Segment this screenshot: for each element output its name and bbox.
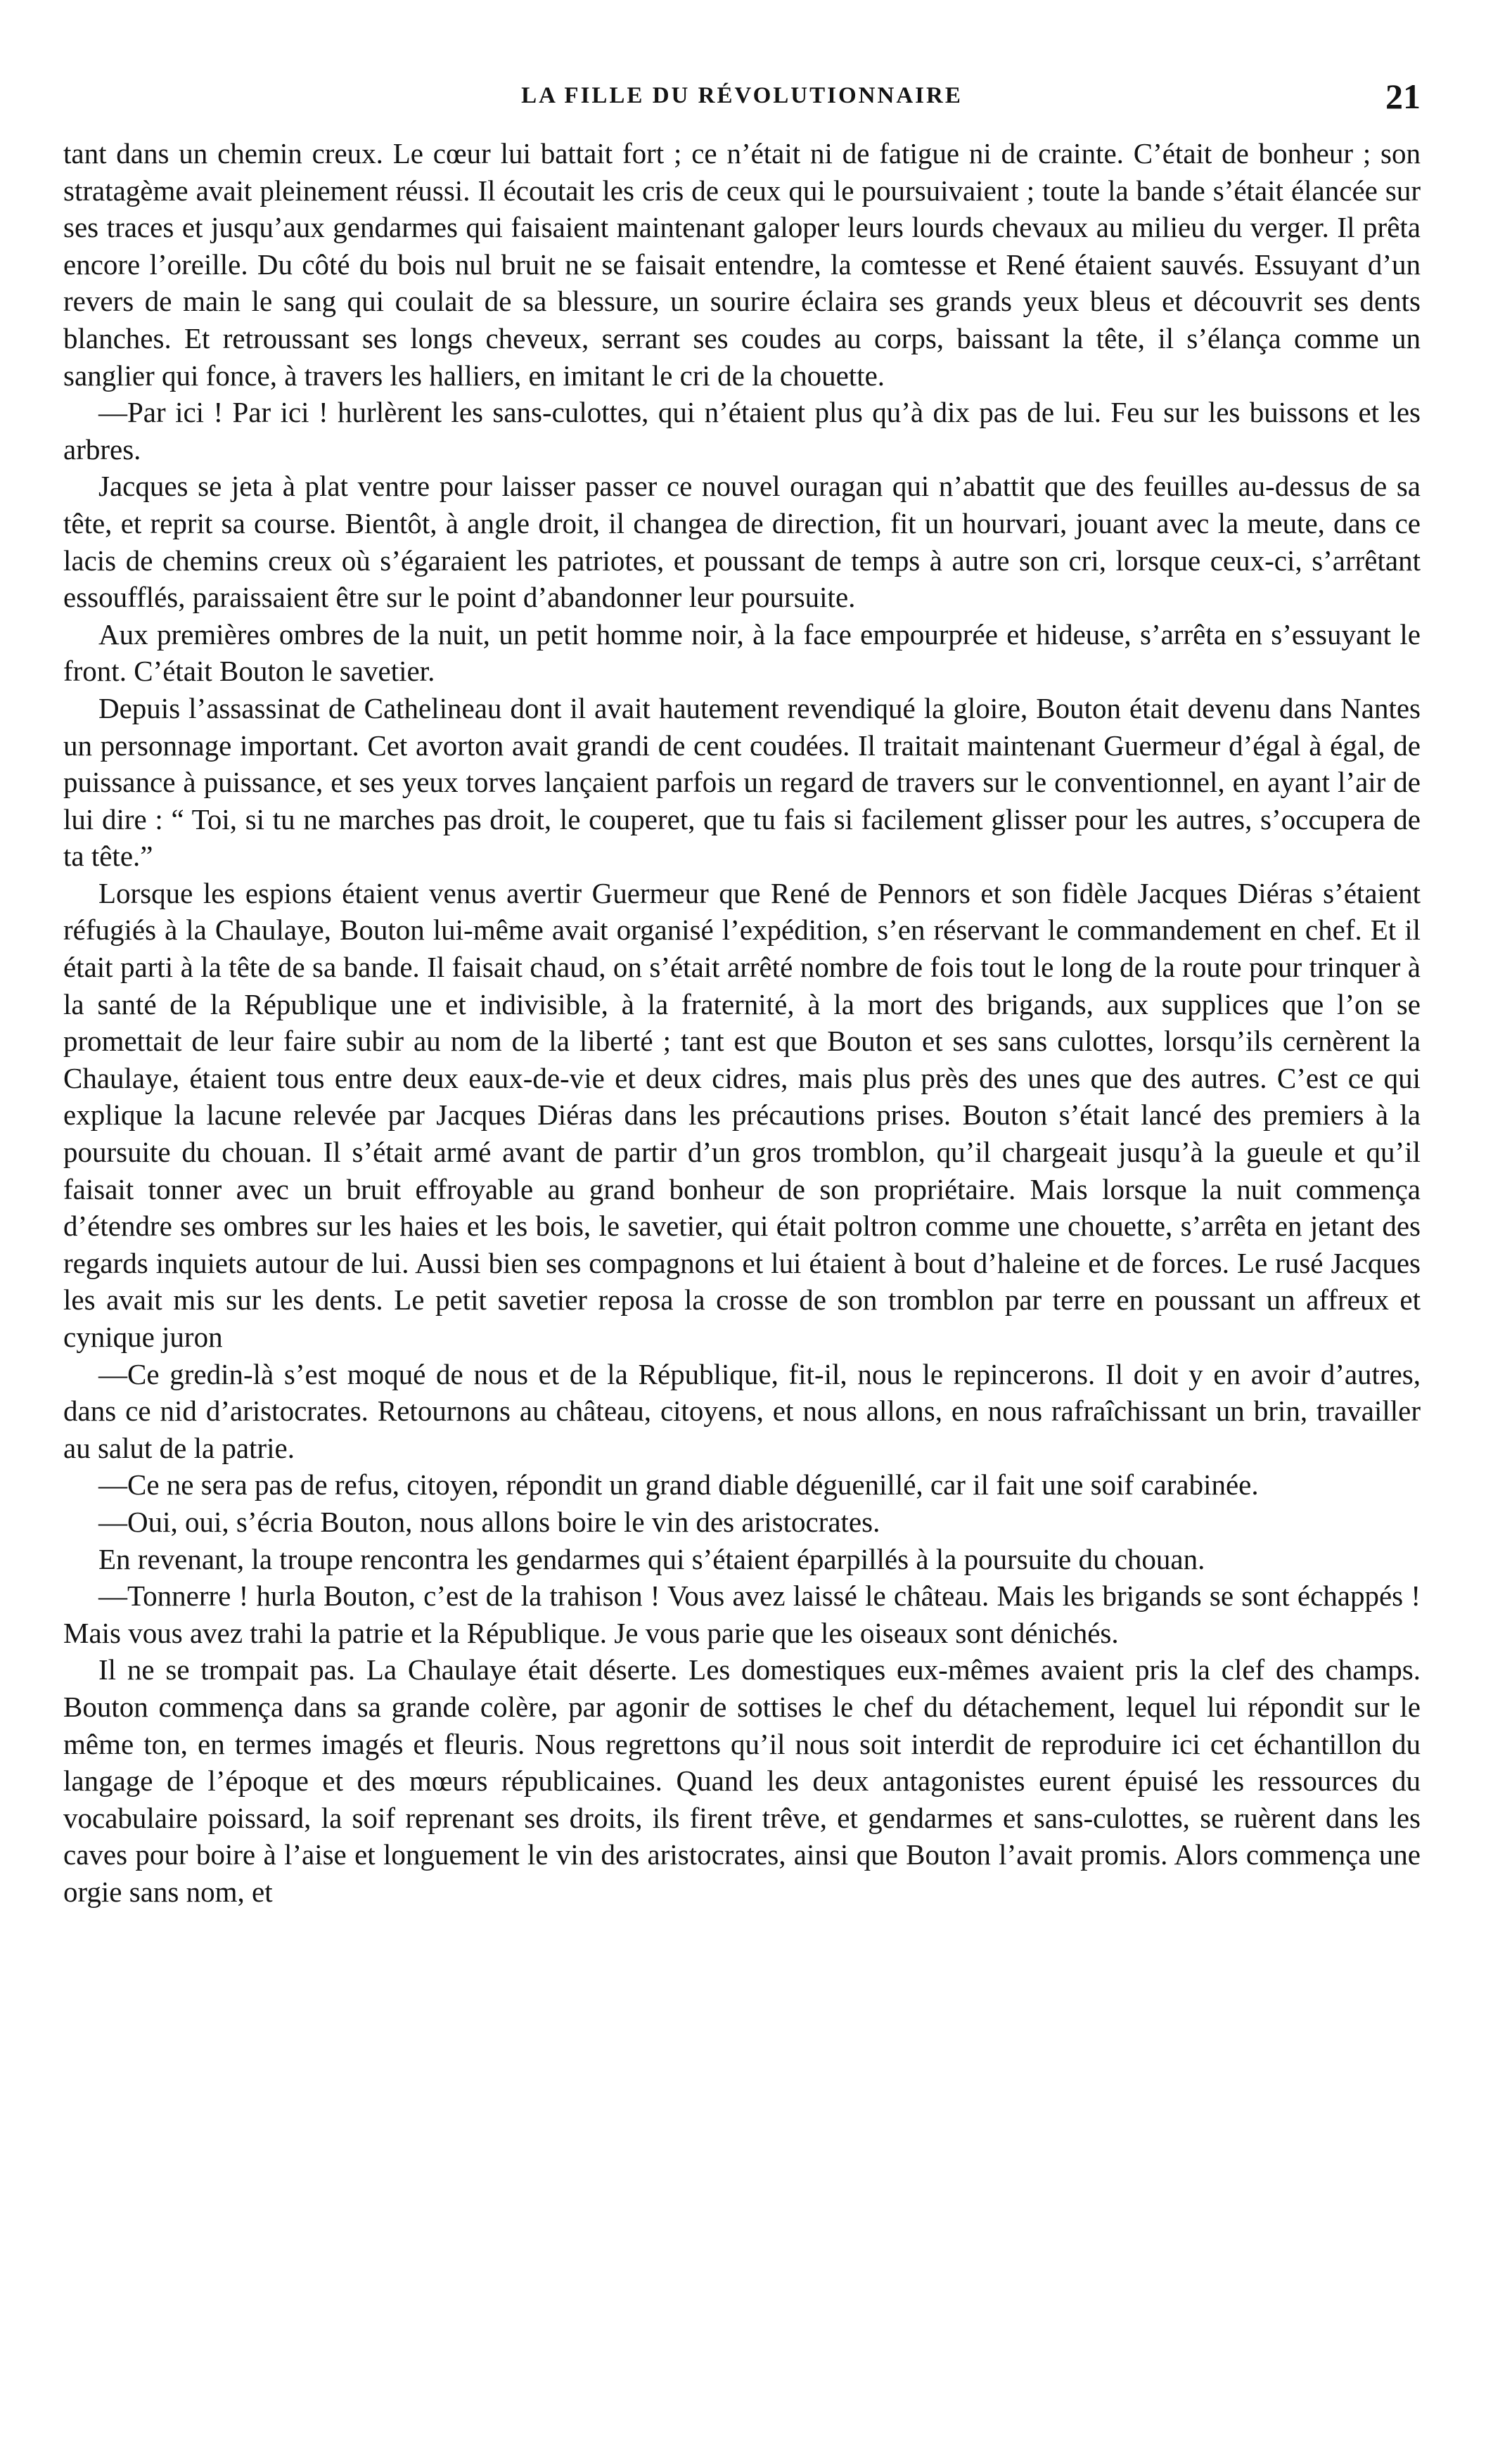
running-head [63,56,1421,120]
paragraph: —Ce ne sera pas de refus, citoyen, répondit un grand diable déguenillé, car il fait une soif carabinée. [98,1468,1259,1501]
paragraph: —Ce gredin-là s’est moqué de nous et de la République, fit-il, nous le repincerons. Il doit y en avoir d’autres, dans ce nid d’aristocrates. Retournons au château, citoyens, et nous allons, en nous rafraîchissant un brin, travailler au salut de la patrie. [63,1357,1421,1464]
paragraph: —Oui, oui, s’écria Bouton, nous allons boire le vin des aristocrates. [98,1505,880,1538]
paragraph: —Tonnerre ! hurla Bouton, c’est de la trahison ! Vous avez laissé le château. Mais les brigands se sont échappés ! Mais vous avez trahi la patrie et la République. Je vous parie que les oiseaux sont dénichés. [63,1580,1421,1649]
paragraph: Il ne se trompait pas. La Chaulaye était déserte. Les domestiques eux-mêmes avaient pris la clef des champs. Bouton commença dans sa grande colère, par agonir de sottises le chef du détachement, lequel lui répondit sur le même ton, en termes imagés et fleuris. Nous regrettons qu’il nous soit interdit de reproduire ici cet échantillon du langage de l’époque et des mœurs républicaines. Quand les deux antagonistes eurent épuisé les ressources du vocabulaire poissard, la soif reprenant ses droits, ils firent trêve, et gendarmes et sans-culottes, se ruèrent dans les caves pour boire à l’aise et longuement le vin des aristocrates, ainsi que Bouton l’avait promis. Alors commença une orgie sans nom, et [63,1653,1421,1908]
paragraph: tant dans un chemin creux. Le cœur lui battait fort ; ce n’était ni de fatigue ni de crainte. C’était de bonheur ; son stratagème avait pleinement réussi. Il écoutait les cris de ceux qui le poursuivaient ; toute la bande s’était élancée sur ses traces et jusqu’aux gendarmes qui faisaient maintenant galoper leurs lourds chevaux au milieu du verger. Il prêta encore l’oreille. Du côté du bois nul bruit ne se faisait entendre, la comtesse et René étaient sauvés. Essuyant d’un revers de main le sang qui coulait de sa blessure, un sourire éclaira ses grands yeux bleus et découvrit ses dents blanches. Et retroussant ses longs cheveux, serrant ses coudes au corps, baissant la tête, il s’élança comme un sanglier qui fonce, à travers les halliers, en imitant le cri de la chouette. [63,137,1421,392]
body-text [63,135,1421,1911]
running-title: LA FILLE DU RÉVOLUTIONNAIRE [521,83,963,108]
page-number: 21 [1385,77,1421,116]
paragraph: —Par ici ! Par ici ! hurlèrent les sans-culottes, qui n’étaient plus qu’à dix pas de lui. Feu sur les buissons et les arbres. [63,396,1421,466]
paragraph: Depuis l’assassinat de Cathelineau dont il avait hautement revendiqué la gloire, Bouton était devenu dans Nantes un personnage important. Cet avorton avait grandi de cent coudées. Il traitait maintenant Guermeur d’égal à égal, de puissance à puissance, et ses yeux torves lançaient parfois un regard de travers sur le conventionnel, en ayant l’air de lui dire : “ Toi, si tu ne marches pas droit, le couperet, que tu fais si facilement glisser pour les autres, s’occupera de ta tête.” [63,691,1421,873]
paragraph: Lorsque les espions étaient venus avertir Guermeur que René de Pennors et son fidèle Jacques Diéras s’étaient réfugiés à la Chaulaye, Bouton lui-même avait organisé l’expédition, s’en réservant le commandement en chef. Et il était parti à la tête de sa bande. Il faisait chaud, on s’était arrêté nombre de fois tout le long de la route pour trinquer à la santé de la République une et indivisible, à la fraternité, à la mort des brigands, aux supplices que l’on se promettait de leur faire subir au nom de la liberté ; tant est que Bouton et ses sans culottes, lorsqu’ils cernèrent la Chaulaye, étaient tous entre deux eaux-de-vie et deux cidres, mais plus près des unes que des autres. C’est ce qui explique la lacune relevée par Jacques Diéras dans les précautions prises. Bouton s’était lancé des premiers à la poursuite du chouan. Il s’était armé avant de partir d’un gros tromblon, qu’il chargeait jusqu’à la gueule et qu’il faisait tonner avec un bruit effroyable au grand bonheur de son propriétaire. Mais lorsque la nuit commença d’étendre ses ombres sur les haies et les bois, le savetier, qui était poltron comme une chouette, s’arrêta en jetant des regards inquiets autour de lui. Aussi bien ses compagnons et lui étaient à bout d’haleine et de forces. Le rusé Jacques les avait mis sur les dents. Le petit savetier reposa la crosse de son tromblon par terre en poussant un affreux et cynique juron [63,876,1421,1353]
paragraph: En revenant, la troupe rencontra les gendarmes qui s’étaient éparpillés à la poursuite du chouan. [98,1542,1205,1575]
paragraph: Aux premières ombres de la nuit, un petit homme noir, à la face empourprée et hideuse, s’arrêta en s’essuyant le front. C’était Bouton le savetier. [63,617,1421,688]
paragraph: Jacques se jeta à plat ventre pour laisser passer ce nouvel ouragan qui n’abattit que des feuilles au-dessus de sa tête, et reprit sa course. Bientôt, à angle droit, il changea de direction, fit un hourvari, jouant avec la meute, dans ce lacis de chemins creux où s’égaraient les patriotes, et poussant de temps à autre son cri, lorsque ceux-ci, s’arrêtant essoufflés, paraissaient être sur le point d’abandonner leur poursuite. [63,470,1421,614]
book-page [63,56,1421,2405]
